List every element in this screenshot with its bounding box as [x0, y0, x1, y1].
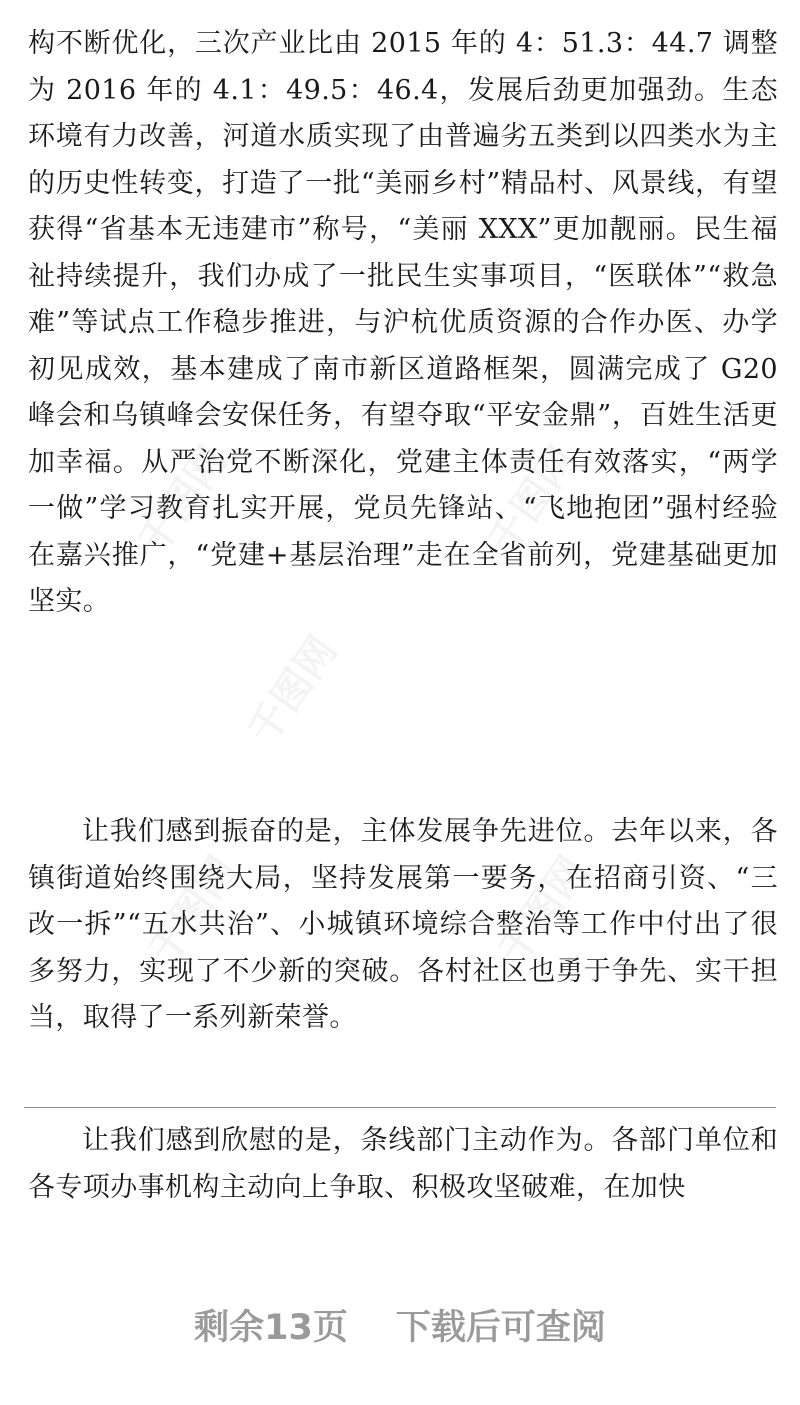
page-divider [24, 1107, 776, 1108]
download-banner[interactable] [0, 1300, 800, 1350]
watermark: 千图网 [129, 438, 237, 563]
body-paragraph: 让我们感到欣慰的是，条线部门主动作为。各部门单位和各专项办事机构主动向上争取、积极攻坚破难，在加快 [28, 1125, 778, 1203]
download-hint-label: 下载后可查阅 [395, 1308, 606, 1348]
remaining-pages-label: 剩余13页 [194, 1308, 348, 1348]
watermark: 千图网 [489, 848, 597, 973]
watermark: 千图网 [479, 438, 587, 563]
body-paragraph: 让我们感到振奋的是，主体发展争先进位。去年以来，各镇街道始终围绕大局，坚持发展第一要务，在招商引资、“三改一拆”“五水共治”、小城镇环境综合整治等工作中付出了很多努力，实现了不少新的突破。各村社区也勇于争先、实干担当，取得了一系列新荣誉。 [28, 816, 778, 1033]
watermark: 千图网 [139, 848, 247, 973]
watermark: 千图网 [239, 628, 347, 753]
body-paragraph: 构不断优化，三次产业比由 2015 年的 4：51.3：44.7 调整为 2016 年的 4.1：49.5：46.4，发展后劲更加强劲。生态环境有力改善，河道水质实现了由普遍劣五类到以四类水为主的历史性转变，打造了一批“美丽乡村”精品村、风景线，有望获得“省基本无违建市”称号，“美丽 XXX”更加靓丽。民生福祉持续提升，我们办成了一批民生实事项目，“医联体”“救急难”等试点工作稳步推进，与沪杭优质资源的合作办医、办学初见成效，基本建成了南市新区道路框架，圆满完成了 G20 峰会和乌镇峰会安保任务，有望夺取“平安金鼎”，百姓生活更加幸福。从严治党不断深化，党建主体责任有效落实，“两学一做”学习教育扎实开展，党员先锋站、“飞地抱团”强村经验在嘉兴推广，“党建+基层治理”走在全省前列，党建基础更加坚实。 [28, 28, 778, 617]
